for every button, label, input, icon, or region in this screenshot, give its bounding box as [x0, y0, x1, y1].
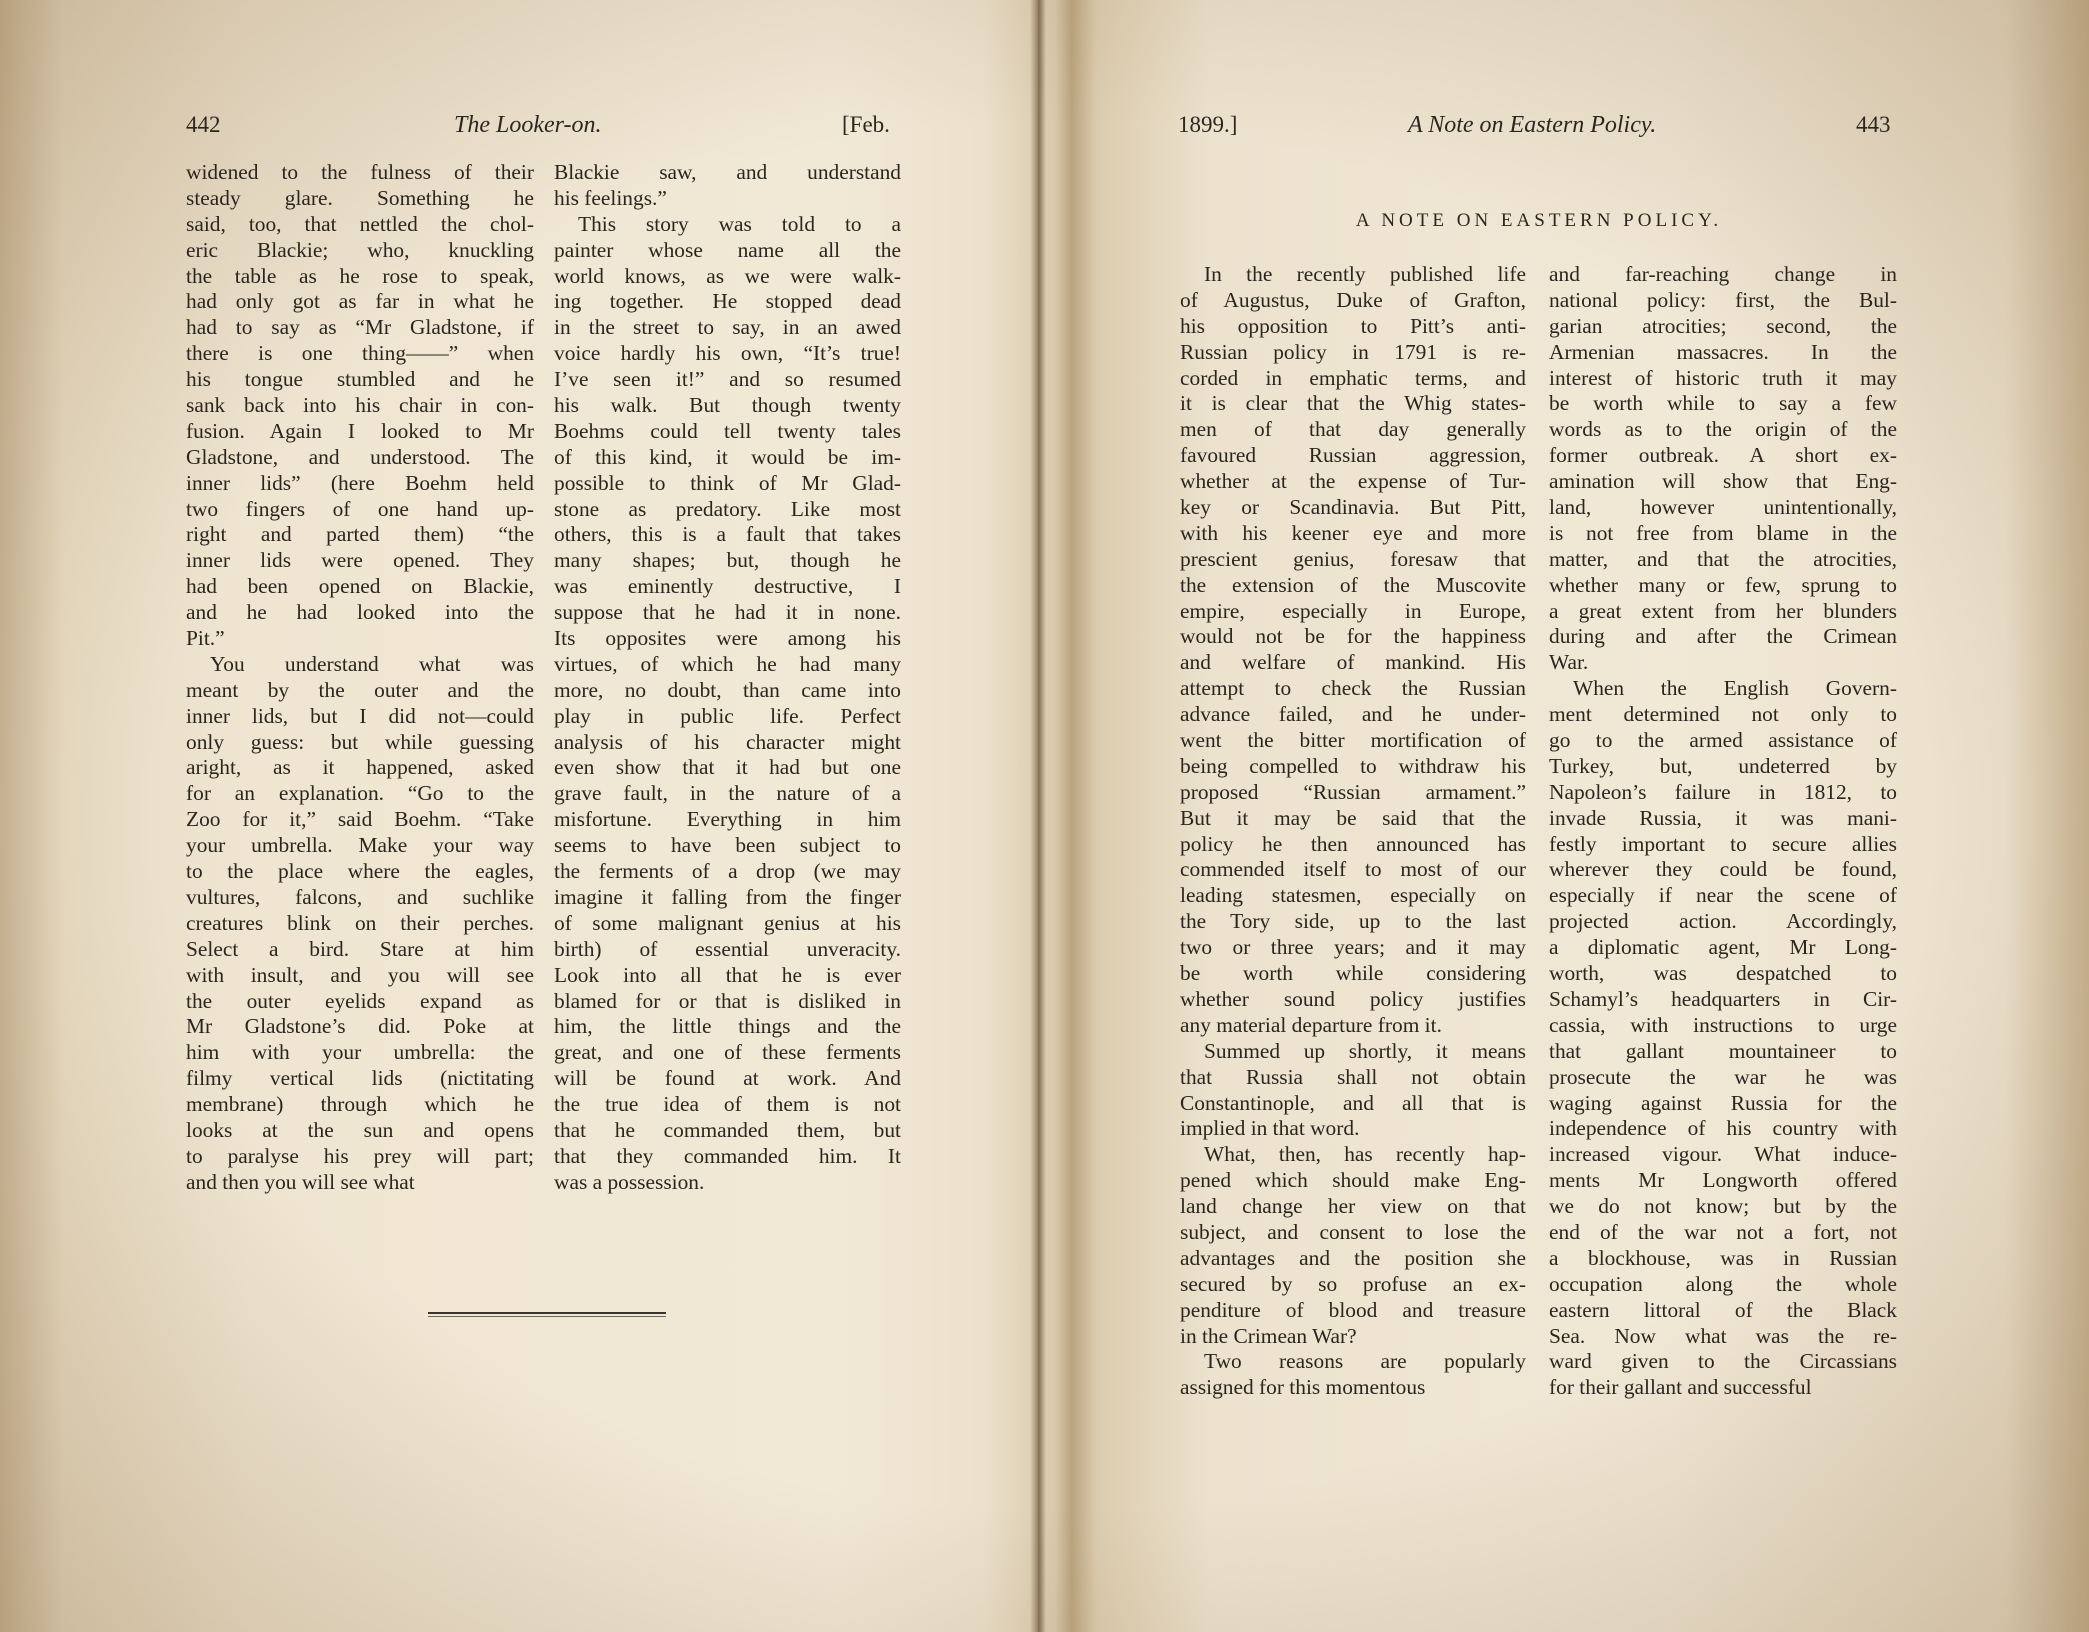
text-line: of Augustus, Duke of Grafton, — [1180, 287, 1526, 312]
text-line: blamed for or that is disliked in — [554, 988, 901, 1013]
text-line: festly important to secure allies — [1549, 831, 1897, 856]
text-line: virtues, of which he had many — [554, 651, 901, 676]
text-line: land change her view on that — [1180, 1194, 1526, 1219]
text-line: is not free from blame in the — [1549, 520, 1897, 545]
left-column-1 — [186, 160, 534, 1196]
text-line: What, then, has recently hap- — [1204, 1142, 1526, 1167]
text-line: voice hardly his own, “It’s true! — [554, 341, 901, 366]
text-line: projected action. Accordingly, — [1549, 909, 1897, 934]
left-page-number: 442 — [186, 112, 221, 137]
text-line: any material departure from it. — [1180, 1012, 1442, 1037]
right-page-number: 443 — [1856, 112, 1891, 137]
text-line: meant by the outer and the — [186, 677, 534, 702]
text-line: waging against Russia for the — [1549, 1090, 1897, 1115]
text-line: during and after the Crimean — [1549, 624, 1897, 649]
text-line: in the street to say, in an awed — [554, 315, 901, 340]
text-line: a great extent from her blunders — [1549, 598, 1897, 623]
text-line: former outbreak. A short ex- — [1549, 443, 1897, 468]
text-line: said, too, that nettled the chol- — [186, 211, 534, 236]
text-line: had only got as far in what he — [186, 289, 534, 314]
text-line: that he commanded them, but — [554, 1117, 901, 1142]
text-line: your umbrella. Make your way — [186, 833, 534, 858]
text-line: subject, and consent to lose the — [1180, 1219, 1526, 1244]
text-line: Schamyl’s headquarters in Cir- — [1549, 986, 1897, 1011]
text-line: went the bitter mortification of — [1180, 728, 1526, 753]
text-line: advance failed, and he under- — [1180, 702, 1526, 727]
text-line: land, however unintentionally, — [1549, 495, 1897, 520]
left-column-2 — [554, 160, 901, 1196]
text-line: whether at the expense of Tur- — [1180, 469, 1526, 494]
text-line: ments Mr Longworth offered — [1549, 1168, 1897, 1193]
text-line: looks at the sun and opens — [186, 1117, 534, 1142]
text-line: But it may be said that the — [1180, 805, 1526, 830]
text-line: Summed up shortly, it means — [1204, 1038, 1526, 1063]
text-line: world knows, as we were walk- — [554, 263, 901, 288]
text-line: ward given to the Circassians — [1549, 1349, 1897, 1374]
text-line: was eminently destructive, I — [554, 574, 901, 599]
text-line: had been opened on Blackie, — [186, 574, 534, 599]
text-line: analysis of his character might — [554, 729, 901, 754]
text-line: the outer eyelids expand as — [186, 988, 534, 1013]
text-line: secured by so profuse an ex- — [1180, 1271, 1526, 1296]
right-column-1 — [1180, 262, 1526, 1401]
text-line: there is one thing——” when — [186, 341, 534, 366]
text-line: fusion. Again I looked to Mr — [186, 418, 534, 443]
text-line: creatures blink on their perches. — [186, 910, 534, 935]
text-line: aright, as it happened, asked — [186, 755, 534, 780]
text-line: inner lids” (here Boehm held — [186, 470, 534, 495]
text-line: I’ve seen it!” and so resumed — [554, 367, 901, 392]
text-line: penditure of blood and treasure — [1180, 1297, 1526, 1322]
text-line: worth, was despatched to — [1549, 961, 1897, 986]
text-line: that Russia shall not obtain — [1180, 1064, 1526, 1089]
text-line: only guess: but while guessing — [186, 729, 534, 754]
text-line: birth) of essential unveracity. — [554, 936, 901, 961]
text-line: right and parted them) “the — [186, 522, 534, 547]
text-line: amination will show that Eng- — [1549, 469, 1897, 494]
text-line: eastern littoral of the Black — [1549, 1297, 1897, 1322]
text-line: favoured Russian aggression, — [1180, 443, 1526, 468]
text-line: Pit.” — [186, 626, 225, 651]
text-line: others, this is a fault that takes — [554, 522, 901, 547]
left-running-date: [Feb. — [842, 112, 890, 137]
text-line: more, no doubt, than came into — [554, 677, 901, 702]
text-line: imagine it falling from the finger — [554, 884, 901, 909]
text-line: Two reasons are popularly — [1204, 1349, 1526, 1374]
text-line: In the recently published life — [1204, 262, 1526, 286]
text-line: two fingers of one hand up- — [186, 496, 534, 521]
text-line: Its opposites were among his — [554, 626, 901, 651]
text-line: his feelings.” — [554, 185, 667, 210]
text-line: many shapes; but, though he — [554, 548, 901, 573]
text-line: inner lids were opened. They — [186, 548, 534, 573]
text-line: a blockhouse, was in Russian — [1549, 1245, 1897, 1270]
text-line: even show that it had but one — [554, 755, 901, 780]
text-line: garian atrocities; second, the — [1549, 313, 1897, 338]
text-line: War. — [1549, 650, 1589, 675]
text-line: Select a bird. Stare at him — [186, 936, 534, 961]
text-line: his walk. But though twenty — [554, 393, 901, 418]
right-column-2 — [1549, 262, 1897, 1401]
text-line: This story was told to a — [578, 211, 901, 236]
text-line: vultures, falcons, and suchlike — [186, 884, 534, 909]
text-line: his tongue stumbled and he — [186, 367, 534, 392]
text-line: Russian policy in 1791 is re- — [1180, 339, 1526, 364]
text-line: his opposition to Pitt’s anti- — [1180, 313, 1526, 338]
text-line: independence of his country with — [1549, 1116, 1897, 1141]
right-running-date: 1899.] — [1178, 112, 1238, 137]
text-line: of some malignant genius at his — [554, 910, 901, 935]
text-line: be worth while to say a few — [1549, 391, 1897, 416]
text-line: Turkey, but, undeterred by — [1549, 753, 1897, 778]
text-line: Look into all that he is ever — [554, 962, 901, 987]
text-line: ing together. He stopped dead — [554, 289, 901, 314]
text-line: assigned for this momentous — [1180, 1375, 1426, 1400]
text-line: Boehms could tell twenty tales — [554, 418, 901, 443]
text-line: eric Blackie; who, knuckling — [186, 237, 534, 262]
text-line: play in public life. Perfect — [554, 703, 901, 728]
text-line: widened to the fulness of their — [186, 160, 534, 184]
right-running-title: A Note on Eastern Policy. — [1408, 112, 1657, 138]
text-line: empire, especially in Europe, — [1180, 598, 1526, 623]
text-line: for their gallant and successful — [1549, 1375, 1812, 1400]
text-line: Zoo for it,” said Boehm. “Take — [186, 807, 534, 832]
text-line: increased vigour. What induce- — [1549, 1142, 1897, 1167]
text-line: corded in emphatic terms, and — [1180, 365, 1526, 390]
text-line: inner lids, but I did not—could — [186, 703, 534, 728]
text-line: prescient genius, foresaw that — [1180, 546, 1526, 571]
text-line: invade Russia, it was mani- — [1549, 805, 1897, 830]
text-line: Blackie saw, and understand — [554, 160, 901, 184]
text-line: grave fault, in the nature of a — [554, 781, 901, 806]
text-line: implied in that word. — [1180, 1116, 1360, 1141]
text-line: prosecute the war he was — [1549, 1064, 1897, 1089]
text-line: go to the armed assistance of — [1549, 728, 1897, 753]
text-line: cassia, with instructions to urge — [1549, 1012, 1897, 1037]
text-line: of this kind, it would be im- — [554, 444, 901, 469]
text-line: suppose that he had it in none. — [554, 600, 901, 625]
text-line: in the Crimean War? — [1180, 1323, 1357, 1348]
text-line: would not be for the happiness — [1180, 624, 1526, 649]
text-line: two or three years; and it may — [1180, 935, 1526, 960]
text-line: being compelled to withdraw his — [1180, 753, 1526, 778]
text-line: misfortune. Everything in him — [554, 807, 901, 832]
text-line: the extension of the Muscovite — [1180, 572, 1526, 597]
text-line: whether many or few, sprung to — [1549, 572, 1897, 597]
text-line: especially if near the scene of — [1549, 883, 1897, 908]
text-line: policy he then announced has — [1180, 831, 1526, 856]
text-line: to the place where the eagles, — [186, 859, 534, 884]
text-line: end of the war not a fort, not — [1549, 1219, 1897, 1244]
article-title: A NOTE ON EASTERN POLICY. — [1355, 210, 1723, 231]
left-running-title: The Looker-on. — [454, 112, 602, 138]
right-running-head — [1178, 112, 1898, 146]
text-line: national policy: first, the Bul- — [1549, 287, 1897, 312]
text-line: him with your umbrella: the — [186, 1040, 534, 1065]
text-line: filmy vertical lids (nictitating — [186, 1066, 534, 1091]
text-line: a diplomatic agent, Mr Long- — [1549, 935, 1897, 960]
text-line: with insult, and you will see — [186, 962, 534, 987]
text-line: leading statesmen, especially on — [1180, 883, 1526, 908]
text-line: whether sound policy justifies — [1180, 986, 1526, 1011]
text-line: ment determined not only to — [1549, 702, 1897, 727]
text-line: to paralyse his prey will part; — [186, 1143, 534, 1168]
text-line: matter, and that the atrocities, — [1549, 546, 1897, 571]
text-line: sank back into his chair in con- — [186, 393, 534, 418]
text-line: pened which should make Eng- — [1180, 1168, 1526, 1193]
text-line: occupation along the whole — [1549, 1271, 1897, 1296]
text-line: men of that day generally — [1180, 417, 1526, 442]
text-line: painter whose name all the — [554, 237, 901, 262]
text-line: will be found at work. And — [554, 1066, 901, 1091]
text-line: the table as he rose to speak, — [186, 263, 534, 288]
text-line: with his keener eye and more — [1180, 520, 1526, 545]
text-line: seems to have been subject to — [554, 833, 901, 858]
text-line: Mr Gladstone’s did. Poke at — [186, 1014, 534, 1039]
left-running-head — [186, 112, 900, 146]
text-line: interest of historic truth it may — [1549, 365, 1897, 390]
text-line: and he had looked into the — [186, 600, 534, 625]
text-line: possible to think of Mr Glad- — [554, 470, 901, 495]
text-line: be worth while considering — [1180, 961, 1526, 986]
text-line: him, the little things and the — [554, 1014, 901, 1039]
text-line: Napoleon’s failure in 1812, to — [1549, 779, 1897, 804]
text-line: and then you will see what — [186, 1169, 415, 1194]
right-page — [1044, 0, 2089, 1632]
text-line: had to say as “Mr Gladstone, if — [186, 315, 534, 340]
text-line: Constantinople, and all that is — [1180, 1090, 1526, 1115]
text-line: it is clear that the Whig states- — [1180, 391, 1526, 416]
text-line: attempt to check the Russian — [1180, 676, 1526, 701]
text-line: the true idea of them is not — [554, 1092, 901, 1117]
text-line: great, and one of these ferments — [554, 1040, 901, 1065]
end-of-article-rule — [428, 1312, 666, 1314]
left-page — [0, 0, 1038, 1632]
text-line: You understand what was — [210, 651, 534, 676]
text-line: the ferments of a drop (we may — [554, 859, 901, 884]
text-line: When the English Govern- — [1573, 676, 1897, 701]
text-line: for an explanation. “Go to the — [186, 781, 534, 806]
text-line: that they commanded him. It — [554, 1143, 901, 1168]
text-line: Gladstone, and understood. The — [186, 444, 534, 469]
text-line: words as to the origin of the — [1549, 417, 1897, 442]
text-line: stone as predatory. Like most — [554, 496, 901, 521]
text-line: Sea. Now what was the re- — [1549, 1323, 1897, 1348]
text-line: proposed “Russian armament.” — [1180, 779, 1526, 804]
text-line: was a possession. — [554, 1169, 705, 1194]
text-line: that gallant mountaineer to — [1549, 1038, 1897, 1063]
text-line: key or Scandinavia. But Pitt, — [1180, 495, 1526, 520]
text-line: steady glare. Something he — [186, 185, 534, 210]
text-line: wherever they could be found, — [1549, 857, 1897, 882]
text-line: we do not know; but by the — [1549, 1194, 1897, 1219]
text-line: and far-reaching change in — [1549, 262, 1897, 286]
text-line: advantages and the position she — [1180, 1245, 1526, 1270]
text-line: the Tory side, up to the last — [1180, 909, 1526, 934]
text-line: membrane) through which he — [186, 1092, 534, 1117]
text-line: Armenian massacres. In the — [1549, 339, 1897, 364]
text-line: and welfare of mankind. His — [1180, 650, 1526, 675]
text-line: commended itself to most of our — [1180, 857, 1526, 882]
